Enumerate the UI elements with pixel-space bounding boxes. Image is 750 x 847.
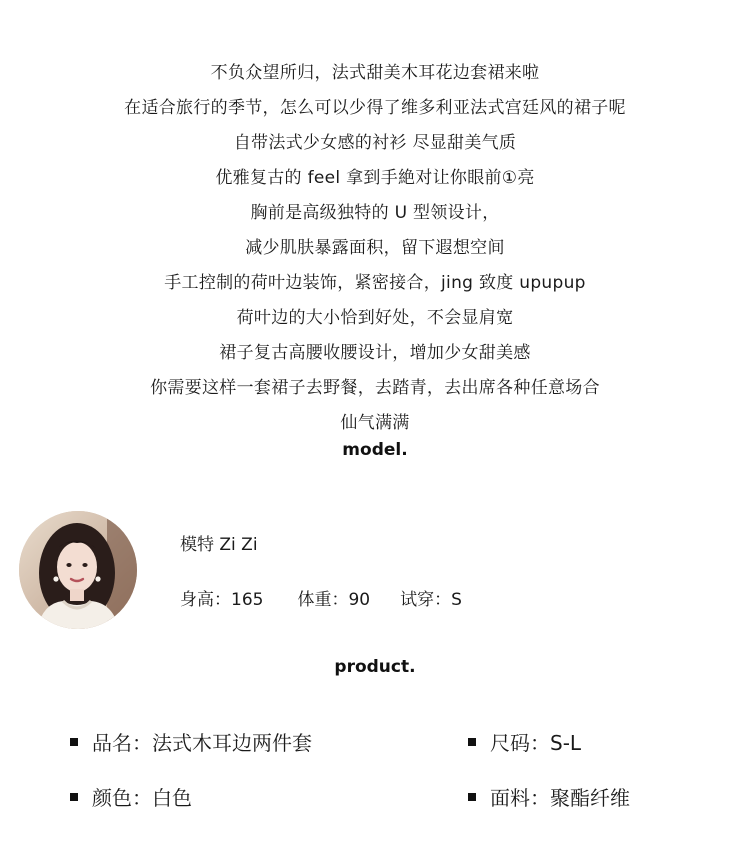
square-bullet-icon: [468, 738, 476, 746]
intro-line: 仙气满满: [340, 413, 410, 433]
intro-line: 减少肌肤暴露面积，留下遐想空间: [245, 238, 505, 258]
intro-line: 荷叶边的大小恰到好处，不会显肩宽: [236, 308, 514, 328]
intro-copy: [0, 56, 750, 441]
spec-product-name: [70, 727, 312, 756]
spec-product-name-text: 品名：法式木耳边两件套: [92, 731, 312, 755]
square-bullet-icon: [70, 793, 78, 801]
spec-fabric: [468, 782, 630, 811]
model-height: 身高：165: [180, 590, 264, 610]
intro-line: 你需要这样一套裙子去野餐，去踏青，去出席各种任意场合: [150, 378, 600, 398]
model-name: 模特 Zi Zi: [180, 535, 258, 555]
model-avatar: [19, 511, 137, 629]
intro-line: 在适合旅行的季节，怎么可以少得了维多利亚法式宫廷风的裙子呢: [124, 98, 626, 118]
square-bullet-icon: [468, 793, 476, 801]
intro-line: 手工控制的荷叶边装饰，紧密接合，jing 致度 upupup: [164, 273, 586, 293]
model-section-label: model.: [342, 440, 408, 460]
spec-color-text: 颜色：白色: [92, 786, 192, 810]
intro-line: 胸前是高级独特的 U 型领设计，: [250, 203, 500, 223]
model-weight: 体重：90: [297, 590, 371, 610]
intro-line: 自带法式少女感的衬衫 尽显甜美气质: [233, 133, 517, 153]
spec-fabric-text: 面料：聚酯纤维: [490, 786, 630, 810]
spec-size-text: 尺码：S-L: [490, 731, 582, 755]
square-bullet-icon: [70, 738, 78, 746]
model-try-size: 试穿：S: [400, 590, 462, 610]
spec-size: [468, 727, 581, 756]
spec-color: [70, 782, 192, 811]
intro-line: 优雅复古的 feel 拿到手絶对让你眼前①亮: [215, 168, 535, 188]
intro-line: 裙子复古高腰收腰设计，增加少女甜美感: [219, 343, 531, 363]
intro-line: 不负众望所归，法式甜美木耳花边套裙来啦: [210, 63, 540, 83]
model-stats: [180, 585, 462, 610]
model-portrait-image: [19, 511, 137, 629]
product-section-label: product.: [334, 657, 416, 677]
